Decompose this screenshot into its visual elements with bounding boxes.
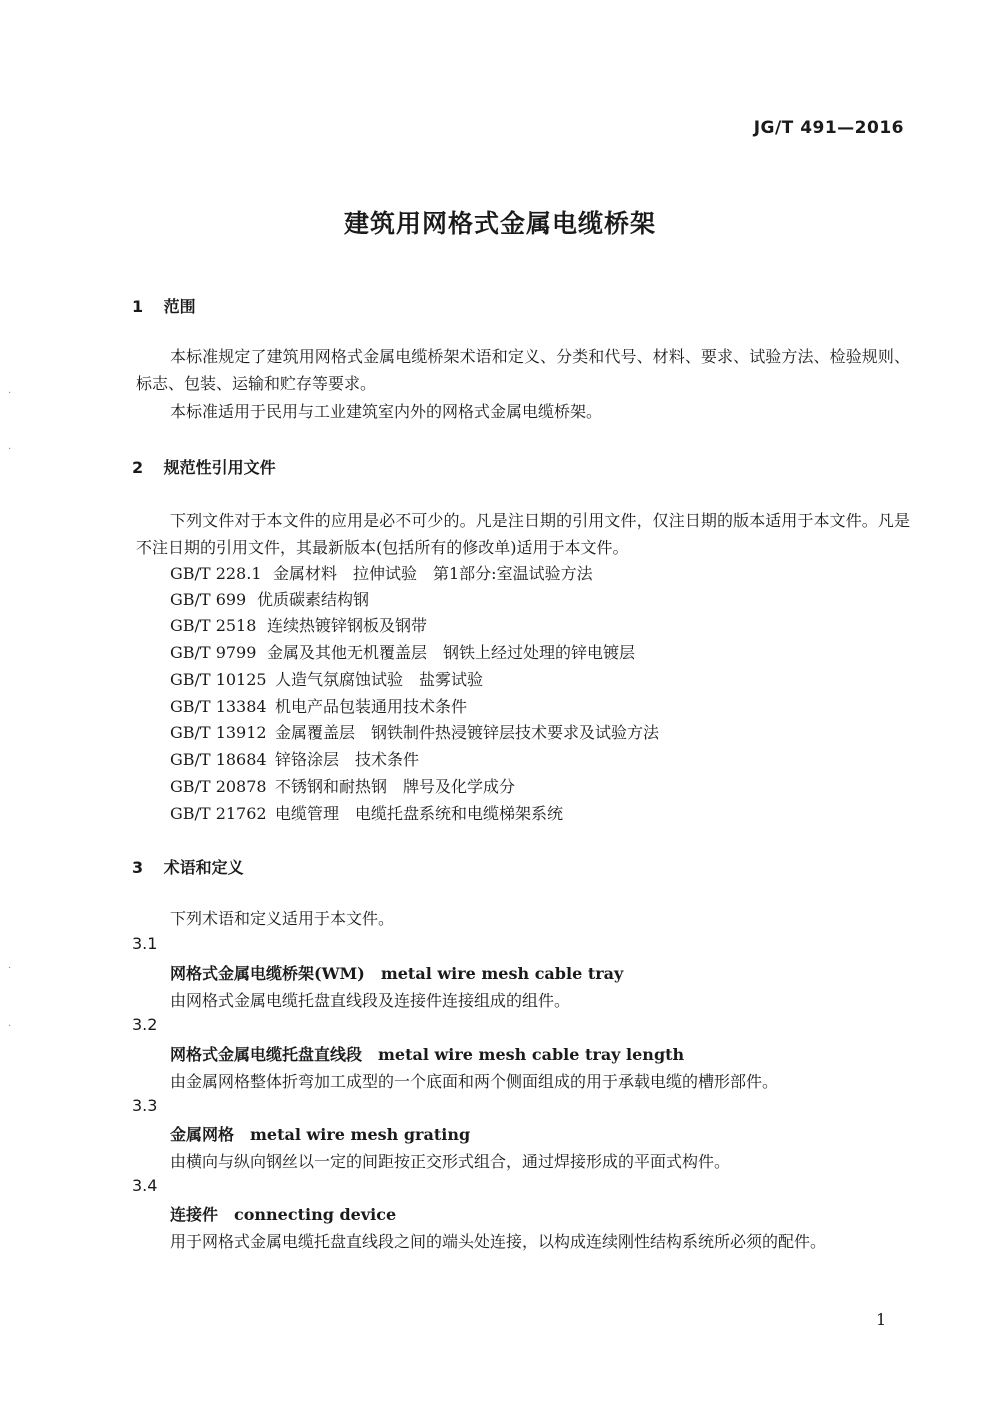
reference-code: GB/T 13912 bbox=[170, 723, 267, 742]
reference-title: 机电产品包装通用技术条件 bbox=[275, 697, 468, 716]
reference-item bbox=[170, 774, 515, 797]
reference-item bbox=[170, 720, 659, 743]
section-number: 1 bbox=[132, 297, 144, 316]
scan-mark: · bbox=[8, 963, 12, 974]
section-title: 范围 bbox=[163, 297, 196, 316]
term-heading: 网格式金属电缆桥架(WM) metal wire mesh cable tray bbox=[170, 964, 624, 983]
section-heading-scope bbox=[132, 294, 196, 317]
scan-mark: · bbox=[8, 1021, 12, 1032]
term-number: 3.4 bbox=[132, 1176, 158, 1195]
section-heading-normative-references bbox=[132, 455, 276, 478]
term-number: 3.1 bbox=[132, 934, 158, 953]
term-number: 3.3 bbox=[132, 1096, 158, 1115]
reference-item bbox=[170, 694, 467, 717]
reference-title: 不锈钢和耐热钢 牌号及化学成分 bbox=[275, 777, 516, 796]
reference-title: 金属覆盖层 钢铁制件热浸镀锌层技术要求及试验方法 bbox=[275, 723, 660, 742]
term-heading: 金属网格 metal wire mesh grating bbox=[170, 1125, 471, 1144]
reference-code: GB/T 13384 bbox=[170, 697, 267, 716]
term-heading: 连接件 connecting device bbox=[170, 1205, 397, 1224]
reference-code: GB/T 699 bbox=[170, 590, 247, 609]
term-definition: 由网格式金属电缆托盘直线段及连接件连接组成的组件。 bbox=[170, 991, 571, 1010]
section-number: 3 bbox=[132, 858, 144, 877]
section-title: 术语和定义 bbox=[163, 858, 244, 877]
term-definition: 由金属网格整体折弯加工成型的一个底面和两个侧面组成的用于承载电缆的槽形部件。 bbox=[170, 1072, 779, 1091]
reference-item bbox=[170, 613, 427, 636]
reference-code: GB/T 20878 bbox=[170, 777, 267, 796]
scan-mark: · bbox=[8, 388, 12, 399]
term-definition: 用于网格式金属电缆托盘直线段之间的端头处连接，以构成连续刚性结构系统所必须的配件。 bbox=[170, 1232, 827, 1251]
term-definition: 由横向与纵向钢丝以一定的间距按正交形式组合，通过焊接形成的平面式构件。 bbox=[170, 1152, 731, 1171]
paragraph: 本标准规定了建筑用网格式金属电缆桥架术语和定义、分类和代号、材料、要求、试验方法、检验规则、标志、包装、运输和贮存等要求。 bbox=[136, 347, 910, 393]
reference-title: 人造气氛腐蚀试验 盐雾试验 bbox=[275, 670, 484, 689]
section-heading-terms-definitions bbox=[132, 855, 244, 878]
paragraph: 下列文件对于本文件的应用是必不可少的。凡是注日期的引用文件，仅注日期的版本适用于本文件。凡是不注日期的引用文件，其最新版本(包括所有的修改单)适用于本文件。 bbox=[136, 511, 910, 557]
reference-item bbox=[170, 747, 419, 770]
document-title: 建筑用网格式金属电缆桥架 bbox=[343, 209, 656, 238]
reference-title: 锌铬涂层 技术条件 bbox=[275, 750, 420, 769]
reference-item bbox=[170, 561, 593, 584]
reference-item bbox=[170, 801, 563, 824]
reference-code: GB/T 2518 bbox=[170, 616, 257, 635]
reference-item bbox=[170, 667, 483, 690]
term-heading: 网格式金属电缆托盘直线段 metal wire mesh cable tray length bbox=[170, 1045, 685, 1064]
reference-title: 金属及其他无机覆盖层 钢铁上经过处理的锌电镀层 bbox=[267, 643, 636, 662]
reference-item bbox=[170, 587, 369, 610]
paragraph: 下列术语和定义适用于本文件。 bbox=[170, 909, 395, 928]
reference-code: GB/T 10125 bbox=[170, 670, 267, 689]
reference-code: GB/T 18684 bbox=[170, 750, 267, 769]
reference-code: GB/T 21762 bbox=[170, 804, 267, 823]
reference-code: GB/T 228.1 bbox=[170, 564, 262, 583]
section-number: 2 bbox=[132, 458, 144, 477]
reference-title: 金属材料 拉伸试验 第1部分:室温试验方法 bbox=[273, 564, 593, 583]
reference-title: 电缆管理 电缆托盘系统和电缆梯架系统 bbox=[275, 804, 564, 823]
section-title: 规范性引用文件 bbox=[163, 458, 276, 477]
reference-title: 连续热镀锌钢板及钢带 bbox=[267, 616, 428, 635]
page-number: 1 bbox=[876, 1310, 887, 1329]
paragraph: 本标准适用于民用与工业建筑室内外的网格式金属电缆桥架。 bbox=[170, 402, 603, 421]
scan-mark: · bbox=[8, 444, 12, 455]
reference-title: 优质碳素结构钢 bbox=[257, 590, 370, 609]
reference-item bbox=[170, 640, 635, 663]
standard-code: JG/T 491—2016 bbox=[753, 118, 904, 138]
term-number: 3.2 bbox=[132, 1015, 158, 1034]
reference-code: GB/T 9799 bbox=[170, 643, 257, 662]
